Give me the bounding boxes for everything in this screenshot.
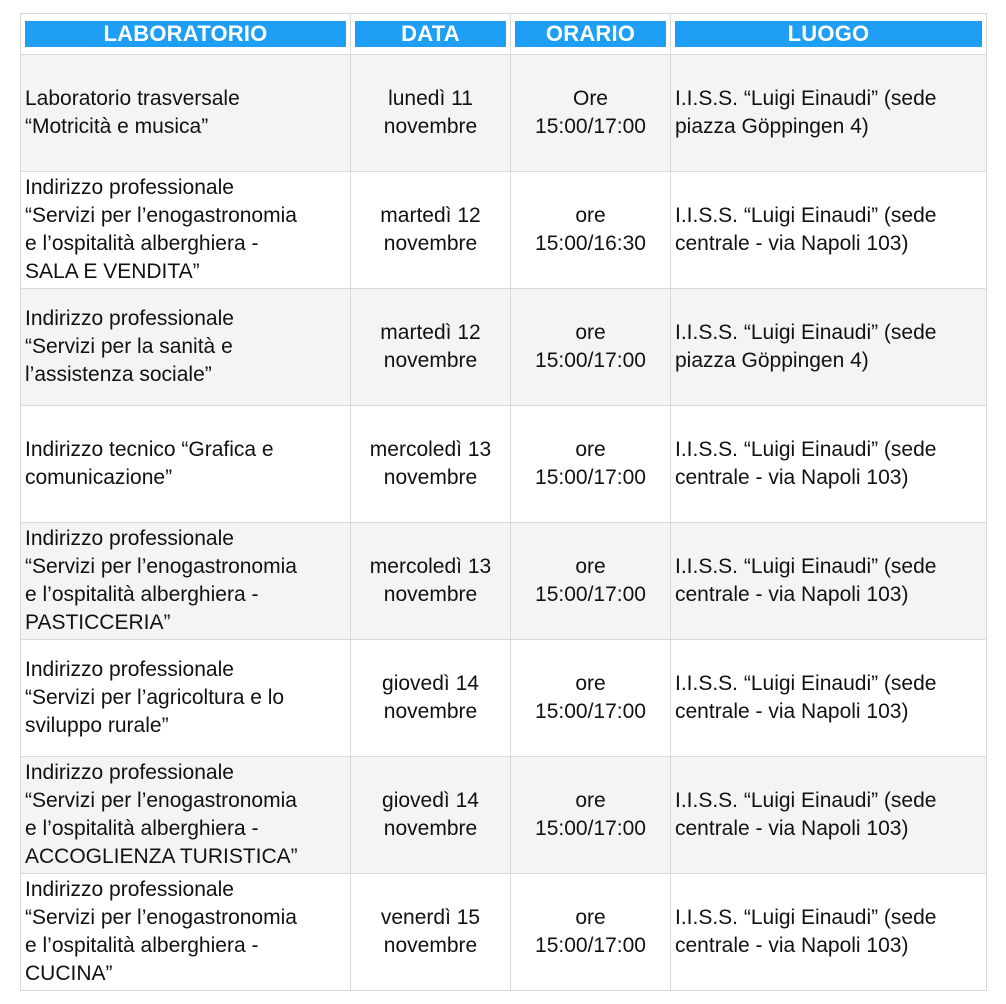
workshop-schedule-table (20, 13, 987, 991)
cell-laboratorio: Laboratorio trasversale “Motricità e musica” (21, 55, 351, 172)
cell-orario: ore 15:00/17:00 (511, 874, 671, 991)
cell-orario: ore 15:00/17:00 (511, 406, 671, 523)
cell-luogo: I.I.S.S. “Luigi Einaudi” (sede piazza Göppingen 4) (671, 289, 987, 406)
cell-data: mercoledì 13 novembre (351, 523, 511, 640)
cell-luogo: I.I.S.S. “Luigi Einaudi” (sede centrale - via Napoli 103) (671, 640, 987, 757)
header-row (21, 14, 987, 55)
cell-data: mercoledì 13 novembre (351, 406, 511, 523)
cell-laboratorio: Indirizzo professionale “Servizi per l’agricoltura e lo sviluppo rurale” (21, 640, 351, 757)
cell-orario: ore 15:00/16:30 (511, 172, 671, 289)
cell-laboratorio: Indirizzo tecnico “Grafica e comunicazione” (21, 406, 351, 523)
table-row (21, 640, 987, 757)
cell-laboratorio: Indirizzo professionale “Servizi per l’enogastronomia e l’ospitalità alberghiera - PASTICCERIA” (21, 523, 351, 640)
header-laboratorio (21, 14, 351, 55)
cell-data: giovedì 14 novembre (351, 757, 511, 874)
cell-laboratorio: Indirizzo professionale “Servizi per l’enogastronomia e l’ospitalità alberghiera - ACCOGLIENZA TURISTICA” (21, 757, 351, 874)
table-row (21, 172, 987, 289)
cell-orario: ore 15:00/17:00 (511, 289, 671, 406)
table-row (21, 289, 987, 406)
table-row (21, 55, 987, 172)
header-label-luogo: LUOGO (675, 21, 982, 47)
header-label-data: DATA (355, 21, 506, 47)
header-label-laboratorio: LABORATORIO (25, 21, 346, 47)
cell-laboratorio: Indirizzo professionale “Servizi per l’enogastronomia e l’ospitalità alberghiera - CUCINA” (21, 874, 351, 991)
header-label-orario: ORARIO (515, 21, 666, 47)
cell-orario: Ore 15:00/17:00 (511, 55, 671, 172)
cell-luogo: I.I.S.S. “Luigi Einaudi” (sede centrale - via Napoli 103) (671, 523, 987, 640)
cell-luogo: I.I.S.S. “Luigi Einaudi” (sede centrale - via Napoli 103) (671, 757, 987, 874)
cell-data: lunedì 11 novembre (351, 55, 511, 172)
cell-laboratorio: Indirizzo professionale “Servizi per la sanità e l’assistenza sociale” (21, 289, 351, 406)
cell-luogo: I.I.S.S. “Luigi Einaudi” (sede centrale - via Napoli 103) (671, 406, 987, 523)
cell-laboratorio: Indirizzo professionale “Servizi per l’enogastronomia e l’ospitalità alberghiera - SALA E VENDITA” (21, 172, 351, 289)
cell-luogo: I.I.S.S. “Luigi Einaudi” (sede centrale - via Napoli 103) (671, 172, 987, 289)
cell-data: venerdì 15 novembre (351, 874, 511, 991)
cell-data: martedì 12 novembre (351, 172, 511, 289)
cell-orario: ore 15:00/17:00 (511, 523, 671, 640)
cell-data: martedì 12 novembre (351, 289, 511, 406)
header-orario (511, 14, 671, 55)
cell-orario: ore 15:00/17:00 (511, 640, 671, 757)
table-row (21, 523, 987, 640)
cell-orario: ore 15:00/17:00 (511, 757, 671, 874)
header-data (351, 14, 511, 55)
table-row (21, 874, 987, 991)
cell-luogo: I.I.S.S. “Luigi Einaudi” (sede piazza Göppingen 4) (671, 55, 987, 172)
table-row (21, 757, 987, 874)
cell-luogo: I.I.S.S. “Luigi Einaudi” (sede centrale - via Napoli 103) (671, 874, 987, 991)
header-luogo (671, 14, 987, 55)
table-row (21, 406, 987, 523)
cell-data: giovedì 14 novembre (351, 640, 511, 757)
